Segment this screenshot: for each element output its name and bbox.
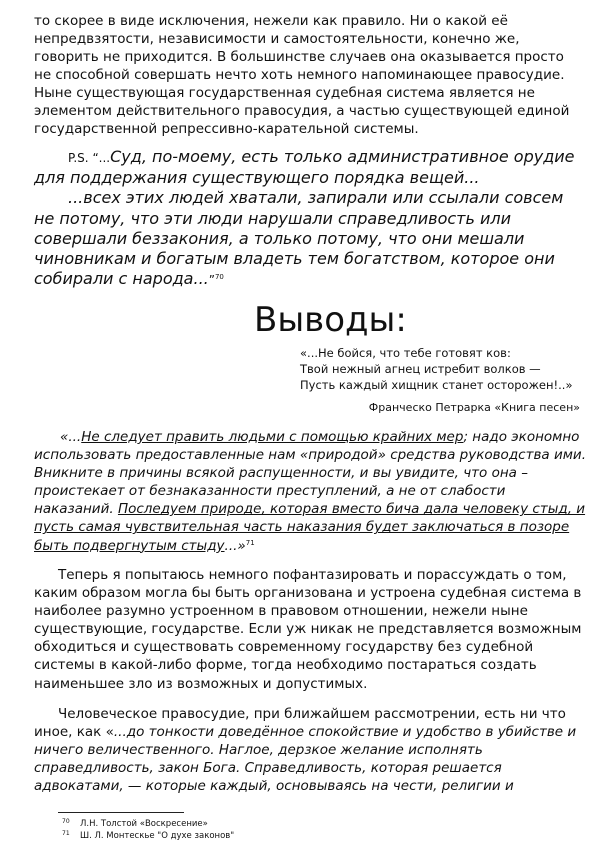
paragraph-3-plain: Человеческое правосудие, при ближайшем рассмотрении, есть ни что иное, как «: [34, 706, 566, 741]
conclusions-heading: Выводы:: [254, 300, 407, 340]
ps-label: P.S.: [68, 151, 89, 165]
ps-quote-line-2: ...всех этих людей хватали, запирали или ссылали совсем не потому, что эти люди нарушали справедливость или совершали беззакония, а только потому, что они мешали чиновникам и богатым владеть тем богатством, которое они собирали с народа...”$^{70}$: [34, 188, 564, 289]
paragraph-human-justice: [34, 705, 582, 795]
footnote-divider: [58, 812, 184, 813]
montesquieu-underlined-1: Не следует править людьми с помощью крайних мер: [81, 429, 464, 445]
montesquieu-underlined-2: Последуем природе, которая вместо бича дала человеку стыд, и пусть самая чувствительная часть наказания будет заключаться в позоре быть подвергнутым стыду: [34, 501, 586, 554]
ps-open-quote: “...: [88, 151, 111, 165]
montesquieu-close: ...»: [224, 537, 246, 554]
epigraph-line-2: Твой нежный агнец истребит волков —: [300, 362, 541, 376]
montesquieu-middle: ; надо экономно использовать предоставленные нам «природой» средства руководства ими. Вникните в причины всякой распущенности, и вы увидите, что она – проистекает от безнаказанности преступлений, а не от слабости наказаний.: [34, 429, 586, 518]
montesquieu-open: «...: [60, 429, 82, 445]
paragraph-3-italic: ...до тонкости доведённое спокойствие и удобство в убийстве и ничего величественного. Наглое, дерзкое желание исполнять справедливость, закон Бога. Справедливость, которая решается адвокатами, — которые каждый, основываясь на чести, религии и: [34, 724, 577, 795]
footnote-71: [62, 828, 582, 842]
ps-close-quote: ”: [208, 273, 215, 288]
epigraph-line-1: «...Не бойся, что тебе готовят ков:: [300, 346, 511, 360]
footnote-70-text: Л.Н. Толстой «Воскресение»: [80, 819, 208, 829]
ps-quote-line-1: Суд, по-моему, есть только административное орудие для поддержания существующего порядка вещей...: [34, 147, 575, 188]
footnote-71-text: Ш. Л. Монтескье "О духе законов": [80, 831, 235, 841]
footnote-70-number: 70: [62, 818, 70, 825]
footnote-ref-71: 71: [245, 538, 255, 547]
paragraph-fantasize: Теперь я попытаюсь немного пофантазировать и порассуждать о том, каким образом могла бы быть организована и устроена судебная система в наиболее разумно устроенном в правовом отношении, нежели ныне существующие, государстве. Если уж никак не представляется возможным обходиться и существовать современному государству без судебной системы в какой-либо форме, тогда необходимо постараться создать наименьшее зло из возможных и допустимых.: [34, 567, 582, 692]
ps-quote: [34, 147, 584, 290]
epigraph: [300, 345, 590, 393]
footnote-ref-70: 70: [214, 273, 224, 282]
epigraph-source: Франческо Петрарка «Книга песен»: [368, 401, 580, 414]
montesquieu-quote: [34, 428, 586, 555]
footnote-71-number: 71: [62, 830, 70, 837]
paragraph-court-system: то скорее в виде исключения, нежели как правило. Ни о какой её непредвзятости, независимости и самостоятельности, конечно же, говорить не приходится. В большинстве случаев она оказывается просто не способной совершать нечто хоть немного напоминающее правосудие. Ныне существующая государственная судебная система является не элементом действительного правосудия, а частью существующей единой государственной репрессивно-карательной системы.: [34, 13, 570, 137]
epigraph-line-3: Пусть каждый хищник станет осторожен!..»: [300, 378, 573, 392]
